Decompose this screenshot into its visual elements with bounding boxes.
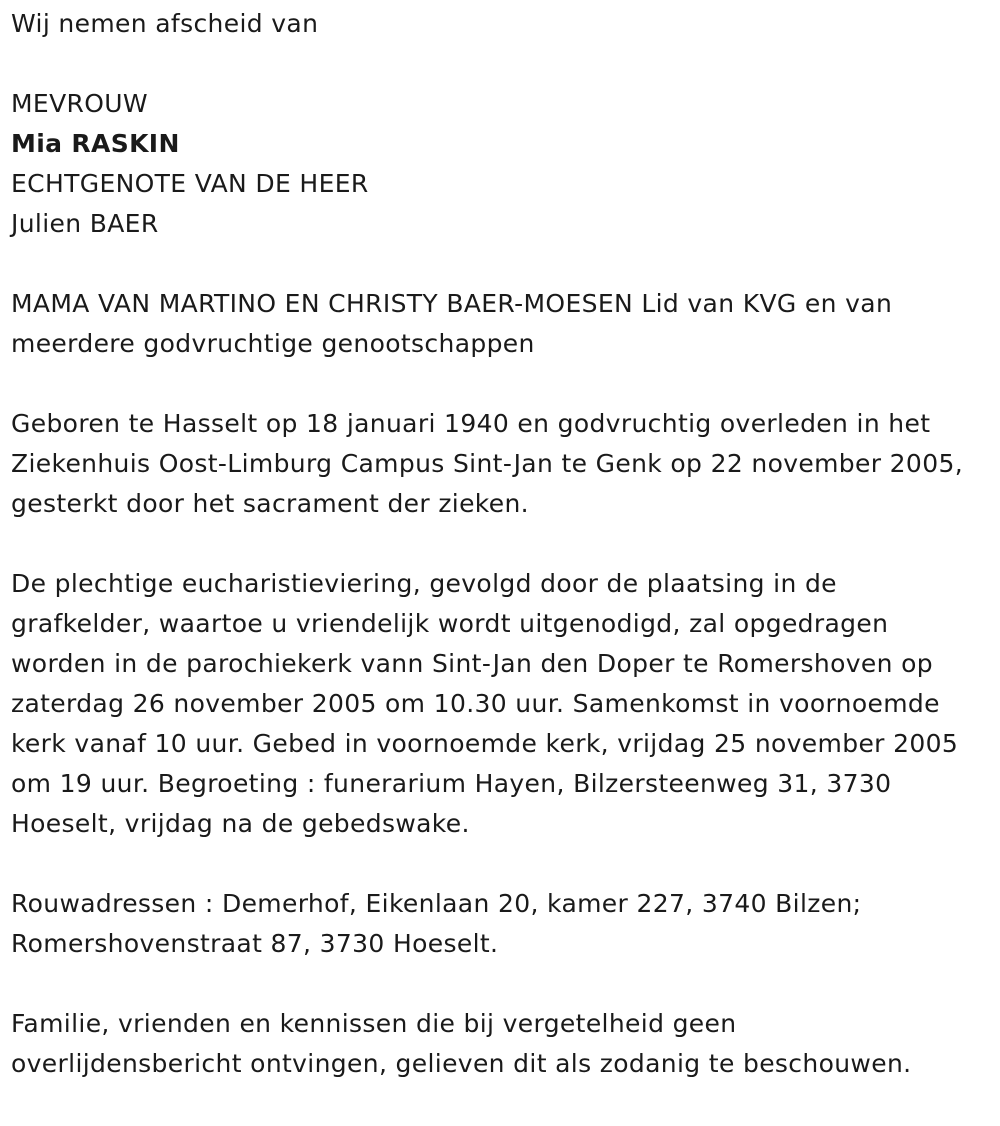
ceremony-paragraph [11, 564, 993, 844]
paragraph-line: MAMA VAN MARTINO EN CHRISTY BAER-MOESEN Lid van KVG en van [11, 289, 893, 318]
paragraph-line: kerk vanaf 10 uur. Gebed in voornoemde kerk, vrijdag 25 november 2005 [11, 729, 959, 758]
deceased-name: Mia RASKIN [11, 129, 180, 158]
spouse-prefix: ECHTGENOTE VAN DE HEER [11, 169, 369, 198]
paragraph-line: zaterdag 26 november 2005 om 10.30 uur. Samenkomst in voornoemde [11, 689, 940, 718]
paragraph-line: De plechtige eucharistieviering, gevolgd door de plaatsing in de [11, 569, 837, 598]
paragraph-line: Hoeselt, vrijdag na de gebedswake. [11, 809, 470, 838]
intro-text: Wij nemen afscheid van [11, 9, 319, 38]
paragraph-line: worden in de parochiekerk vann Sint-Jan den Doper te Romershoven op [11, 649, 933, 678]
spacer [11, 364, 993, 404]
title-prefix: MEVROUW [11, 89, 148, 118]
paragraph-line: om 19 uur. Begroeting : funerarium Hayen, Bilzersteenweg 31, 3730 [11, 769, 892, 798]
addresses-paragraph [11, 884, 993, 964]
paragraph-line: grafkelder, waartoe u vriendelijk wordt uitgenodigd, zal opgedragen [11, 609, 889, 638]
spacer [11, 844, 993, 884]
closing-paragraph [11, 1004, 993, 1084]
paragraph-line: gesterkt door het sacrament der zieken. [11, 489, 529, 518]
paragraph-line: overlijdensbericht ontvingen, gelieven dit als zodanig te beschouwen. [11, 1049, 912, 1078]
spacer [11, 964, 993, 1004]
spacer [11, 244, 993, 284]
obituary-document [11, 4, 993, 1084]
birth-death-paragraph [11, 404, 993, 524]
paragraph-line: Geboren te Hasselt op 18 januari 1940 en godvruchtig overleden in het [11, 409, 931, 438]
paragraph-line: meerdere godvruchtige genootschappen [11, 329, 535, 358]
spacer [11, 44, 993, 84]
paragraph-line: Romershovenstraat 87, 3730 Hoeselt. [11, 929, 499, 958]
spacer [11, 524, 993, 564]
paragraph-line: Rouwadressen : Demerhof, Eikenlaan 20, kamer 227, 3740 Bilzen; [11, 889, 862, 918]
family-paragraph [11, 284, 993, 364]
paragraph-line: Ziekenhuis Oost-Limburg Campus Sint-Jan te Genk op 22 november 2005, [11, 449, 963, 478]
paragraph-line: Familie, vrienden en kennissen die bij vergetelheid geen [11, 1009, 737, 1038]
spouse-name: Julien BAER [11, 209, 159, 238]
